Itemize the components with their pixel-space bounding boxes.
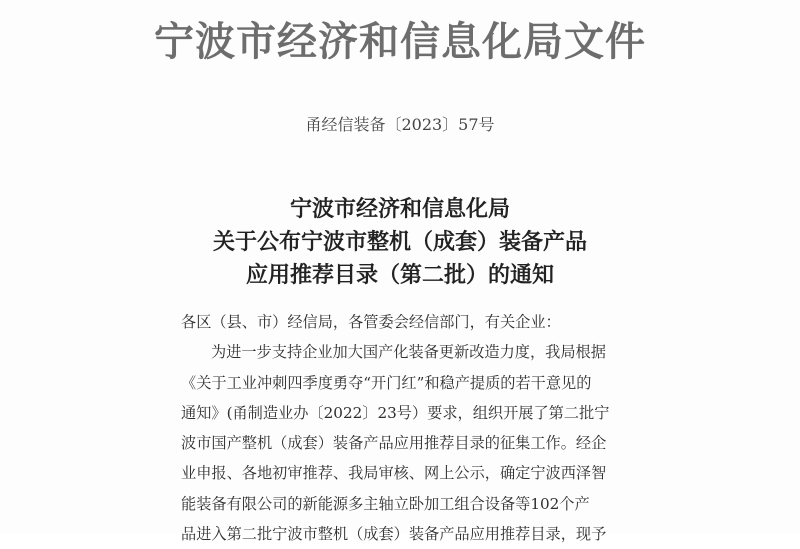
body-line: 通知》(甬制造业办〔2022〕23号）要求，组织开展了第二批宁 — [181, 403, 610, 422]
body-line: 品进入第二批宁波市整机（成套）装备产品应用推荐目录，现予 — [181, 525, 607, 544]
notice-title — [0, 193, 800, 292]
body-line: 为进一步支持企业加大国产化装备更新改造力度，我局根据 — [211, 343, 606, 362]
body-line: 能装备有限公司的新能源多主轴立卧加工组合设备等102个产 — [181, 494, 590, 513]
salutation: 各区（县、市）经信局，各管委会经信部门，有关企业： — [181, 313, 561, 331]
notice-body — [181, 307, 621, 549]
body-line: 业申报、各地初审推荐、我局审核、网上公示，确定宁波西泽智 — [181, 464, 607, 483]
title-line: 应用推荐目录（第二批）的通知 — [245, 262, 554, 288]
body-line: 《关于工业冲刺四季度勇夺“开门红”和稳产提质的若干意见的 — [181, 373, 592, 392]
issuer-heading: 宁波市经济和信息化局文件 — [154, 18, 646, 65]
title-line: 宁波市经济和信息化局 — [289, 196, 510, 222]
title-line: 关于公布宁波市整机（成套）装备产品 — [212, 229, 587, 255]
body-line: 波市国产整机（成套）装备产品应用推荐目录的征集工作。经企 — [181, 434, 607, 453]
document-number: 甬经信装备〔2023〕57号 — [305, 115, 495, 134]
